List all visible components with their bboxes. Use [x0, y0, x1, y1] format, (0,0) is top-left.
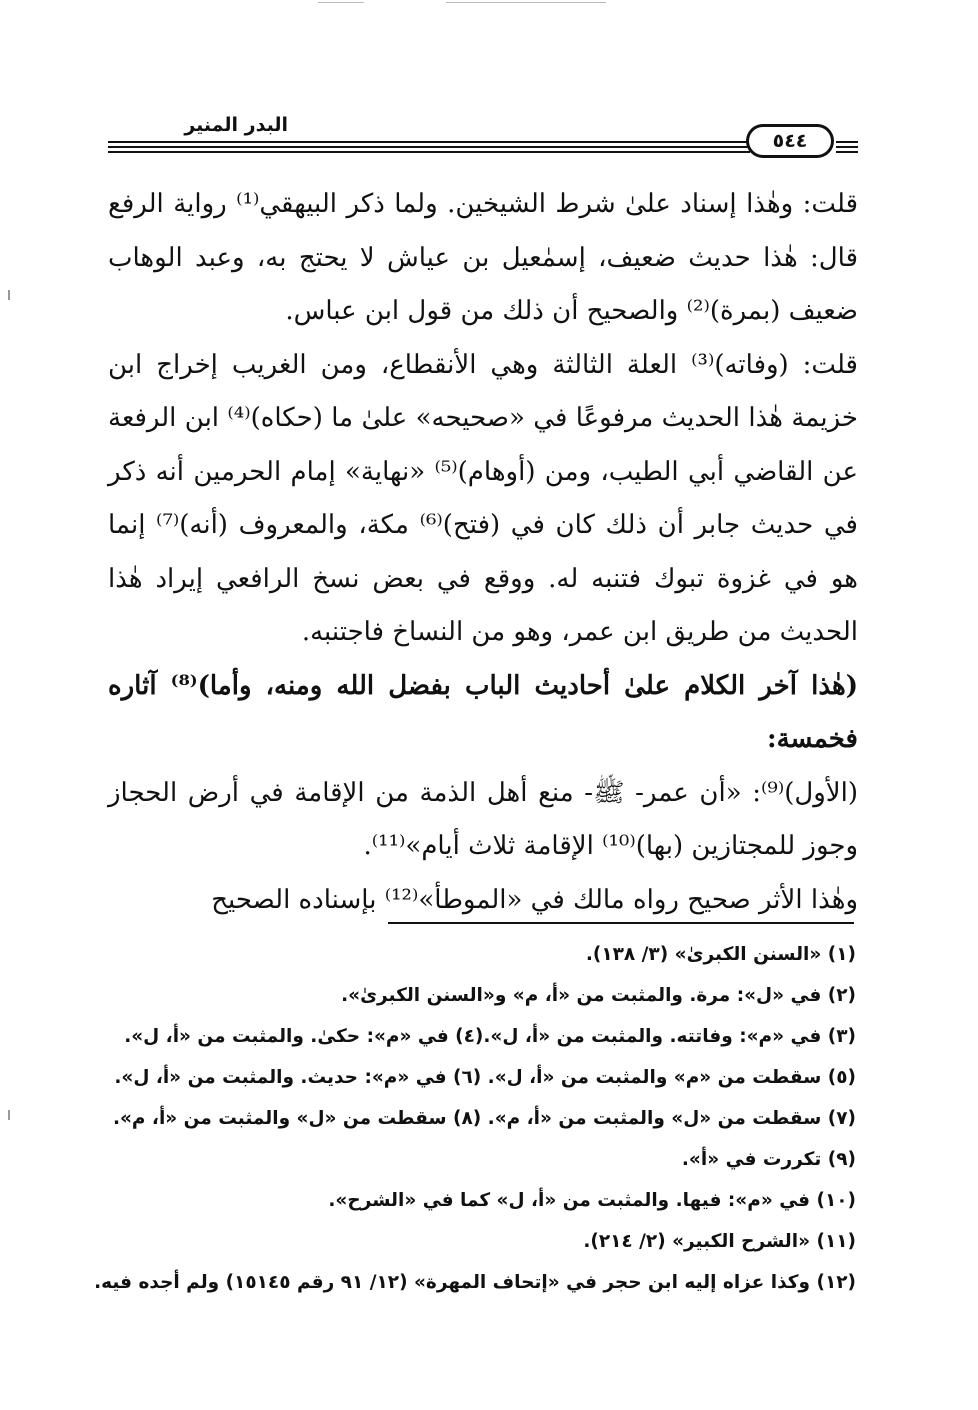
- footnote-separator: [388, 922, 854, 924]
- scan-top-mark: [446, 2, 606, 3]
- scan-top-mark: [318, 2, 364, 3]
- header-rule: [108, 141, 750, 143]
- header-rule: [836, 151, 858, 153]
- footnote: (١١) «الشرح الكبير» (٢/ ٢١٤).: [583, 1231, 856, 1252]
- footnote: (٧) سقطت من «ل» والمثبت من «أ، م». (٨) سقطت من «ل» والمثبت من «أ، م».: [112, 1108, 856, 1129]
- page-number-frame: [746, 124, 834, 158]
- footnote: (١) «السنن الكبرىٰ» (٣/ ١٣٨).: [585, 944, 856, 965]
- paragraph: قلت: وهٰذا إسناد علىٰ شرط الشيخين. ولما ذكر البيهقي⁽¹⁾ رواية الرفع قال: هٰذا حديث ضعيف، إسمٰعيل بن عياش لا يحتج به، وعبد الوهاب ضعيف (بمرة)⁽²⁾ والصحيح أن ذلك من قول ابن عباس.: [108, 189, 858, 326]
- footnote: (٣) في «م»: وفاتته. والمثبت من «أ، ل».(٤) في «م»: حكىٰ. والمثبت من «أ، ل».: [124, 1026, 856, 1047]
- footnotes: [94, 934, 856, 1303]
- running-title: البدر المنير: [184, 114, 288, 136]
- paragraph: (الأول)⁽⁹⁾: «أن عمر- ﷺ- منع أهل الذمة من الإقامة في أرض الحجاز وجوز للمجتازين (بها)⁽¹⁰⁾ الإقامة ثلاث أيام»⁽¹¹⁾.: [108, 777, 858, 861]
- footnote: (١٠) في «م»: فيها. والمثبت من «أ، ل» كما في «الشرح».: [328, 1190, 856, 1211]
- paragraph: وهٰذا الأثر صحيح رواه مالك في «الموطأ»⁽¹²⁾ بإسناده الصحيح: [211, 884, 858, 915]
- running-header: [108, 112, 858, 164]
- header-rule: [108, 151, 750, 153]
- footnote: (٥) سقطت من «م» والمثبت من «أ، ل». (٦) في «م»: حديث. والمثبت من «أ، ل».: [114, 1067, 856, 1088]
- section-heading: (هٰذا آخر الكلام علىٰ أحاديث الباب بفضل الله ومنه، وأما)⁽⁸⁾ آثاره فخمسة:: [108, 670, 858, 754]
- header-rule: [836, 141, 858, 143]
- main-text: [108, 178, 858, 927]
- header-rule: [836, 146, 858, 148]
- page-number: ٥٤٤: [772, 130, 808, 152]
- scan-edge-mark: [8, 290, 10, 300]
- footnote: (١٢) وكذا عزاه إليه ابن حجر في «إتحاف المهرة» (١٢/ ٩١ رقم ١٥١٤٥) ولم أجده فيه.: [94, 1272, 856, 1293]
- scan-edge-mark: [8, 1110, 10, 1120]
- footnote: (٩) تكررت في «أ».: [681, 1149, 856, 1170]
- header-rule: [108, 146, 750, 148]
- paragraph: قلت: (وفاته)⁽³⁾ العلة الثالثة وهي الأنقطاع، ومن الغريب إخراج ابن خزيمة هٰذا الحديث مرفوعًا في «صحيحه» علىٰ ما (حكاه)⁽⁴⁾ ابن الرفعة عن القاضي أبي الطيب، ومن (أوهام)⁽⁵⁾ «نهاية» إمام الحرمين أنه ذكر في حديث جابر أن ذلك كان في (فتح)⁽⁶⁾ مكة، والمعروف (أنه)⁽⁷⁾ إنما هو في غزوة تبوك فتنبه له. ووقع في بعض نسخ الرافعي إيراد هٰذا الحديث من طريق ابن عمر، وهو من النساخ فاجتنبه.: [108, 349, 858, 647]
- footnote: (٢) في «ل»: مرة. والمثبت من «أ، م» و«السنن الكبرىٰ».: [341, 985, 856, 1006]
